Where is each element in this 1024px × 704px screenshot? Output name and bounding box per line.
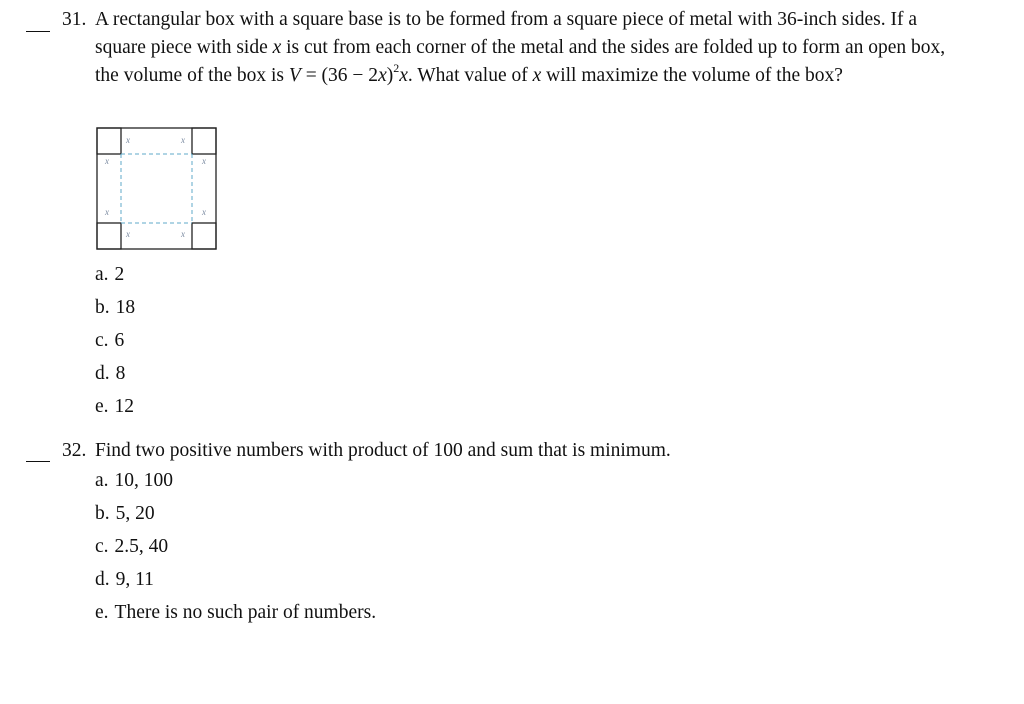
- option-31-c[interactable]: [95, 327, 124, 355]
- formula-exponent: 2: [393, 60, 400, 75]
- corner-cut-top-right: [192, 128, 216, 154]
- answer-blank-32[interactable]: [26, 461, 50, 462]
- formula-tail: x: [399, 65, 408, 86]
- formula-rhs-open: = (36 − 2: [300, 65, 379, 86]
- question-31-line-3c: will maximize the volume of the box?: [546, 65, 843, 86]
- question-text-32: Find two positive numbers with product of 100 and sum that is minimum.: [95, 440, 671, 461]
- question-31-line-3b: . What value of: [407, 65, 528, 86]
- question-text-31: [95, 6, 1005, 90]
- question-31-var-x-2: x: [532, 65, 542, 86]
- option-31-d[interactable]: [95, 360, 125, 388]
- question-31-line-2b: is cut from each corner of the metal and the sides are folded up to form an open box,: [286, 37, 946, 58]
- corner-cut-bottom-left: [97, 223, 121, 249]
- option-letter: b.: [95, 503, 110, 524]
- option-text: 12: [114, 396, 135, 417]
- label-x-left-top: x: [105, 156, 109, 166]
- option-32-b[interactable]: [95, 500, 155, 528]
- option-32-a[interactable]: [95, 467, 173, 495]
- option-32-d[interactable]: [95, 566, 154, 594]
- option-31-a[interactable]: [95, 261, 124, 289]
- question-31-line-1: A rectangular box with a square base is to be formed from a square piece of metal with 36-inch sides. If a: [95, 9, 917, 30]
- option-letter: c.: [95, 536, 109, 557]
- corner-cut-bottom-right: [192, 223, 216, 249]
- label-x-bottom-right: x: [181, 229, 185, 239]
- option-letter: a.: [95, 470, 109, 491]
- formula-var-x: x: [378, 65, 387, 86]
- option-text: 6: [114, 330, 125, 351]
- option-text: There is no such pair of numbers.: [114, 602, 377, 623]
- option-31-e[interactable]: [95, 393, 134, 421]
- option-letter: d.: [95, 363, 110, 384]
- label-x-left-bottom: x: [105, 207, 109, 217]
- option-letter: d.: [95, 569, 110, 590]
- label-x-bottom-left: x: [126, 229, 130, 239]
- option-letter: e.: [95, 602, 109, 623]
- volume-formula: [288, 60, 408, 86]
- formula-lhs: V: [288, 65, 301, 86]
- option-32-c[interactable]: [95, 533, 168, 561]
- option-text: 5, 20: [115, 503, 155, 524]
- question-31-var-x: x: [272, 37, 282, 58]
- option-text: 2.5, 40: [114, 536, 169, 557]
- formula-rhs-close: ): [386, 65, 394, 86]
- question-31-line-2a: square piece with side: [95, 37, 268, 58]
- option-text: 8: [115, 363, 126, 384]
- question-number-32: 32.: [62, 440, 87, 461]
- answer-blank-31[interactable]: [26, 31, 50, 32]
- label-x-right-top: x: [202, 156, 206, 166]
- corner-cut-top-left: [97, 128, 121, 154]
- option-32-e[interactable]: [95, 599, 376, 627]
- label-x-top-left: x: [126, 135, 130, 145]
- option-text: 10, 100: [114, 470, 174, 491]
- option-text: 2: [114, 264, 125, 285]
- option-31-b[interactable]: [95, 294, 135, 322]
- option-text: 9, 11: [115, 569, 154, 590]
- option-letter: c.: [95, 330, 109, 351]
- label-x-right-bottom: x: [202, 207, 206, 217]
- question-number-31: 31.: [62, 9, 87, 30]
- option-letter: a.: [95, 264, 109, 285]
- option-text: 18: [115, 297, 136, 318]
- option-letter: b.: [95, 297, 110, 318]
- option-letter: e.: [95, 396, 109, 417]
- metal-sheet-outline: [97, 128, 216, 249]
- box-net-diagram: [95, 126, 219, 252]
- label-x-top-right: x: [181, 135, 185, 145]
- question-31-line-3a: the volume of the box is: [95, 65, 285, 86]
